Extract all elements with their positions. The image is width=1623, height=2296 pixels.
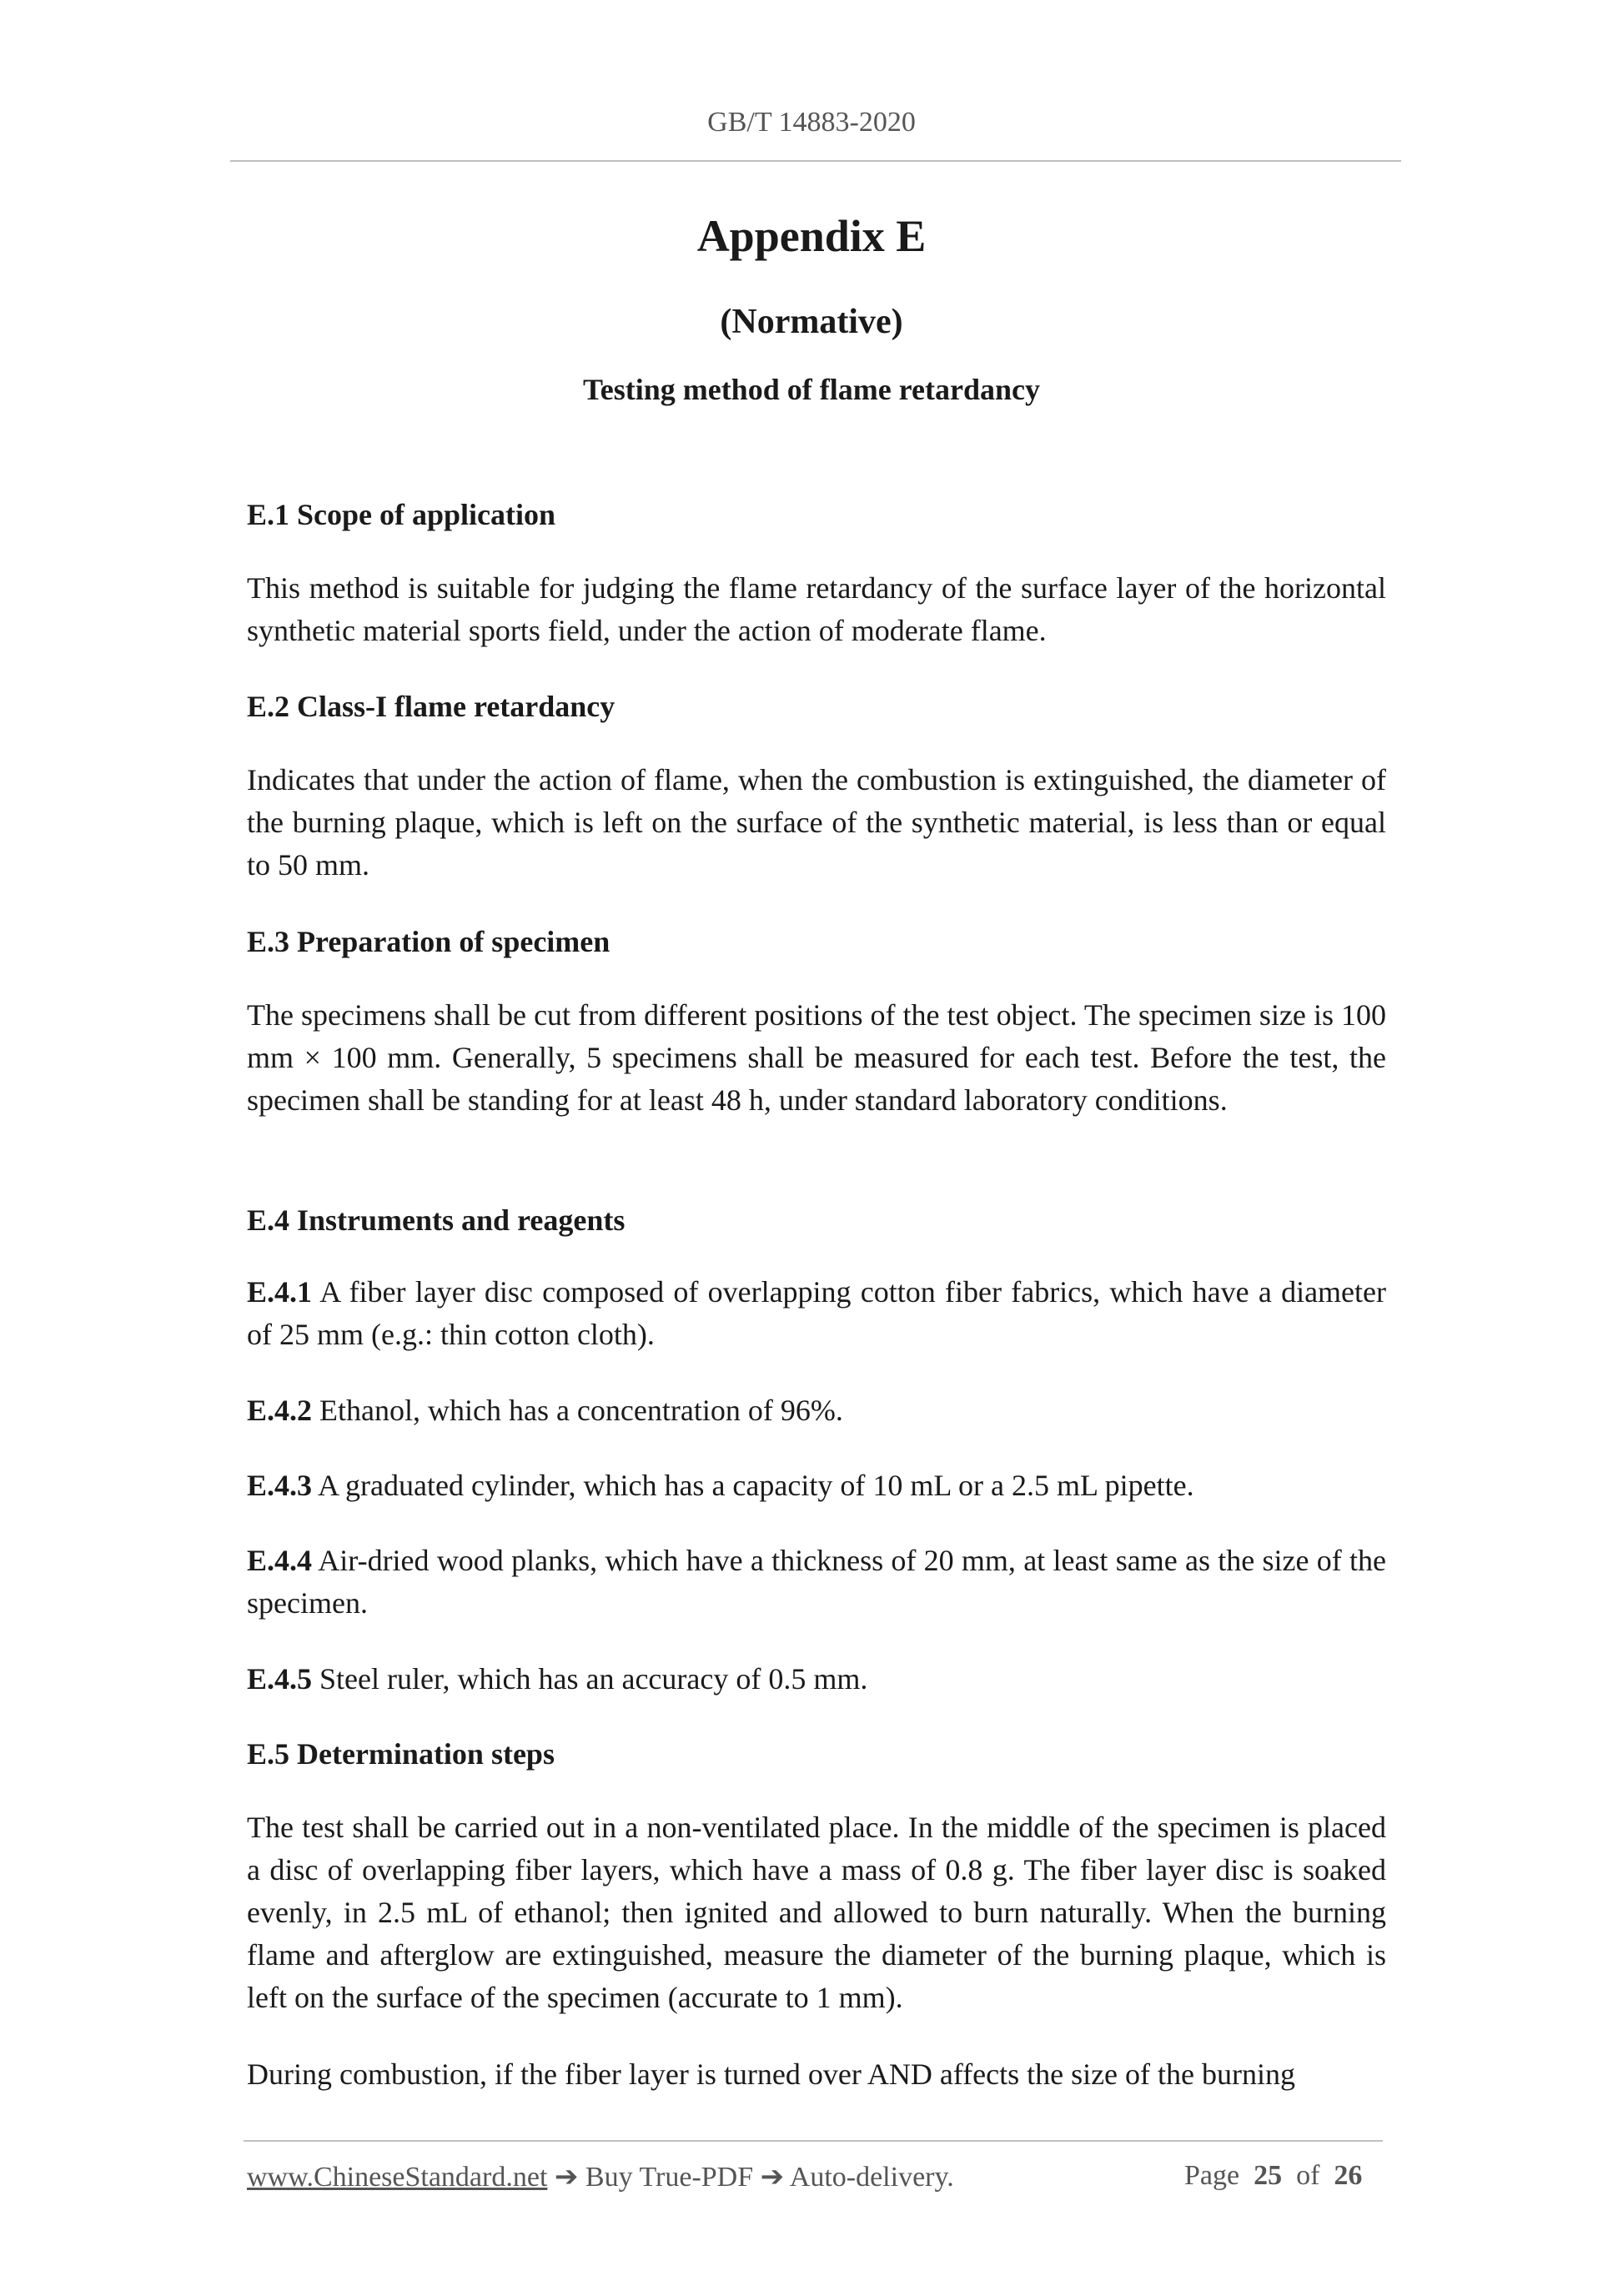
of-label: of (1296, 2160, 1320, 2191)
section-e5-text-continued: During combustion, if the fiber layer is turned over AND affects the size of the burning (247, 2057, 1295, 2091)
list-item (247, 1658, 1386, 1701)
item-text: Ethanol, which has a concentration of 96%. (312, 1394, 843, 1427)
list-item (247, 1271, 1386, 1356)
buy-text: Buy True-PDF (578, 2162, 761, 2193)
document-header: GB/T 14883-2020 (707, 107, 916, 138)
section-e2-heading: E.2 Class-I flame retardancy (247, 690, 616, 723)
arrow-icon: ➔ (760, 2162, 785, 2193)
arrow-icon: ➔ (554, 2162, 579, 2193)
item-number: E.4.3 (247, 1469, 313, 1502)
list-item (247, 1465, 1386, 1507)
section-e3-text: The specimens shall be cut from different positions of the test object. The specimen size is 100 mm × 100 mm. Generally, 5 specimens shall be measured for each test. Before the test, the specimen shall be standing for at least 48 h, under standard laboratory conditions. (247, 998, 1386, 1117)
page-total: 26 (1334, 2160, 1363, 2191)
section-e1-heading: E.1 Scope of application (247, 498, 556, 531)
item-number: E.4.5 (247, 1662, 313, 1696)
item-text: A fiber layer disc composed of overlapping cotton fiber fabrics, which have a diameter of 25 mm (e.g.: thin cotton cloth). (247, 1275, 1386, 1351)
page-indicator (1184, 2160, 1362, 2192)
section-e2-text: Indicates that under the action of flame, when the combustion is extinguished, the diameter of the burning plaque, which is left on the surface of the synthetic material, is less than or equal to 50 mm. (247, 763, 1386, 882)
footer-divider (244, 2140, 1383, 2142)
delivery-text: Auto-delivery. (784, 2162, 954, 2193)
section-e4-heading: E.4 Instruments and reagents (247, 1203, 626, 1237)
footer-promo (247, 2160, 954, 2193)
section-e1-text: This method is suitable for judging the flame retardancy of the surface layer of the horizontal synthetic material sports field, under the action of moderate flame. (247, 571, 1386, 647)
item-text: Steel ruler, which has an accuracy of 0.5 mm. (312, 1662, 868, 1696)
appendix-topic: Testing method of flame retardancy (583, 373, 1040, 406)
page-current: 25 (1254, 2160, 1283, 2191)
appendix-subtitle: (Normative) (720, 303, 903, 341)
website-link[interactable]: www.ChineseStandard.net (247, 2162, 548, 2193)
header-divider (230, 160, 1401, 162)
item-text: Air-dried wood planks, which have a thickness of 20 mm, at least same as the size of the specimen. (247, 1544, 1386, 1620)
item-number: E.4.1 (247, 1275, 313, 1309)
list-item (247, 1389, 1386, 1432)
item-number: E.4.4 (247, 1544, 313, 1577)
appendix-title: Appendix E (696, 211, 927, 261)
section-e3-heading: E.3 Preparation of specimen (247, 925, 611, 958)
section-e5-text: The test shall be carried out in a non-ventilated place. In the middle of the specimen is placed a disc of overlapping fiber layers, which have a mass of 0.8 g. The fiber layer disc is soaked evenly, in 2.5 mL of ethanol; then ignited and allowed to burn naturally. When the burning flame and afterglow are extinguished, measure the diameter of the burning plaque, which is left on the surface of the specimen (accurate to 1 mm). (247, 1811, 1386, 2014)
page-label: Page (1184, 2160, 1240, 2191)
item-text: A graduated cylinder, which has a capacity of 10 mL or a 2.5 mL pipette. (312, 1469, 1194, 1502)
list-item (247, 1540, 1386, 1625)
item-number: E.4.2 (247, 1394, 313, 1427)
section-e5-heading: E.5 Determination steps (247, 1737, 555, 1771)
